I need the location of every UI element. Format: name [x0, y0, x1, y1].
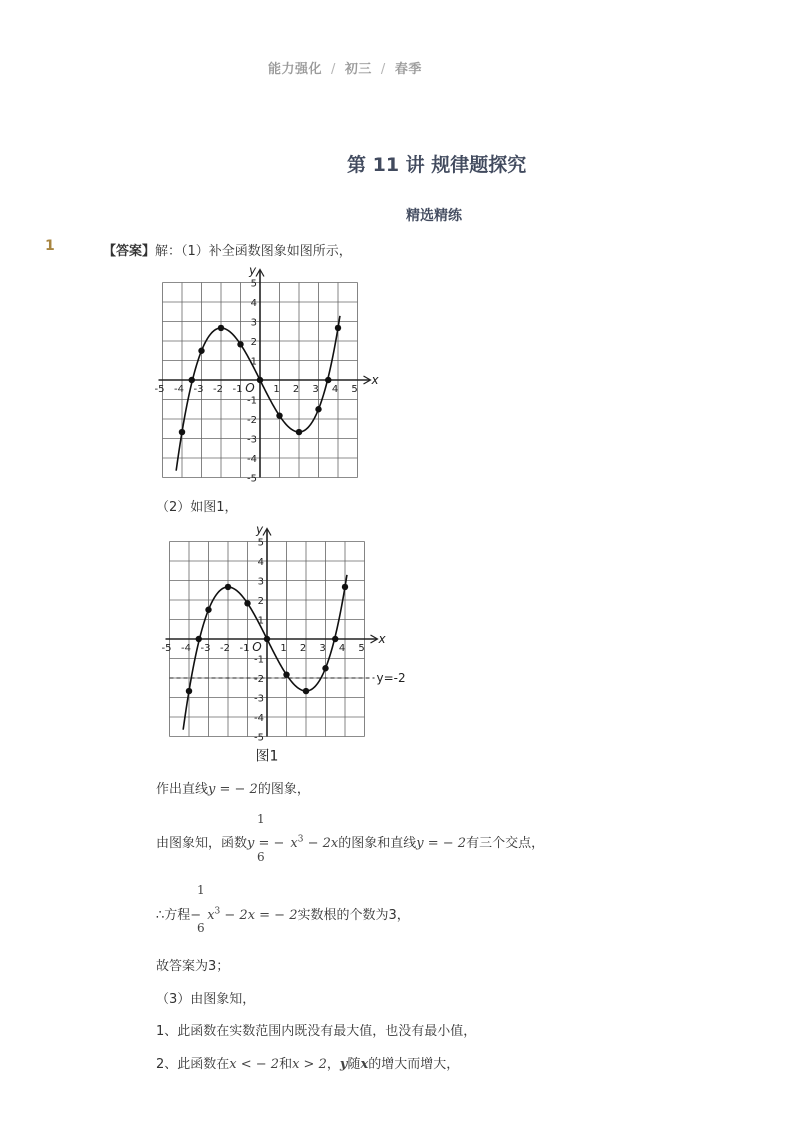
data-point — [335, 325, 341, 331]
x-tick-label: 4 — [338, 643, 346, 654]
data-point — [322, 665, 328, 671]
solution-line-7 — [156, 1053, 459, 1072]
data-point — [205, 607, 211, 613]
y-tick-label: -5 — [254, 732, 264, 744]
data-point — [283, 671, 289, 677]
part2-label: （2）如图1， — [156, 500, 238, 515]
y-tick-label: -2 — [247, 415, 257, 426]
text: ， — [326, 1057, 340, 1072]
x-tick-label: -2 — [220, 643, 230, 654]
text: 2、此函数在 — [156, 1057, 230, 1072]
y-axis-label: y — [256, 522, 264, 537]
text: 的图象和直线 — [338, 836, 417, 851]
solution-line-6: 1、此函数在实数范围内既没有最大值，也没有最小值， — [156, 1024, 477, 1039]
header-sep-2: / — [380, 62, 386, 77]
data-point — [325, 377, 331, 383]
data-point — [332, 636, 338, 642]
x-tick-label: -3 — [193, 384, 204, 395]
figure-caption: 图1 — [255, 748, 279, 765]
data-point — [196, 636, 202, 642]
x-tick-label: 3 — [319, 643, 326, 654]
y-tick-label: 4 — [250, 298, 257, 309]
fraction-denominator: 6 — [257, 850, 265, 864]
y-tick-label: 3 — [257, 576, 264, 588]
text: 作出直线 — [156, 782, 209, 797]
function-graph-1 — [150, 258, 390, 483]
math-expression: y = − 2 — [416, 836, 467, 851]
fraction-numerator: 1 — [197, 883, 205, 897]
x-axis-label: x — [378, 632, 386, 646]
text: 由图象知，函数 — [156, 836, 248, 851]
data-point — [237, 341, 243, 347]
data-point — [315, 406, 321, 412]
y-tick-label: 1 — [257, 615, 264, 627]
header-item-1: 能力强化 — [268, 62, 323, 77]
text: ∴方程 — [156, 908, 191, 923]
math-variable: x — [360, 1057, 369, 1072]
math-exponent: 3 — [297, 834, 304, 845]
page-header — [268, 58, 422, 77]
x-tick-label: -5 — [154, 384, 165, 395]
data-point — [303, 688, 309, 694]
math-expression: − 2x = − 2 — [220, 908, 298, 923]
data-point — [186, 688, 192, 694]
text: 的图象， — [257, 782, 310, 797]
y-tick-label: 1 — [250, 356, 257, 368]
x-tick-label: -2 — [213, 384, 223, 395]
dashed-line-label: y=-2 — [376, 671, 406, 685]
text: 有三个交点， — [466, 836, 545, 851]
y-tick-label: -1 — [254, 654, 264, 666]
x-tick-label: 1 — [273, 384, 280, 395]
x-tick-label: -5 — [161, 643, 172, 654]
math-expression: x > 2 — [292, 1057, 327, 1072]
fraction-numerator: 1 — [257, 812, 265, 826]
text: 随 — [347, 1057, 361, 1072]
data-point — [198, 348, 204, 354]
y-tick-label: -4 — [254, 713, 264, 724]
math-expression: − 2x — [303, 836, 339, 851]
x-tick-label: 5 — [358, 643, 365, 654]
data-point — [218, 325, 224, 331]
x-tick-label: 2 — [299, 643, 307, 654]
question-number: 1 — [45, 238, 55, 254]
x-tick-label: 4 — [331, 384, 339, 395]
text: 和 — [279, 1057, 293, 1072]
y-tick-label: 4 — [257, 557, 264, 568]
math-variable: x — [290, 836, 298, 851]
header-sep-1: / — [331, 62, 336, 77]
answer-tag: 【答案】 — [103, 244, 156, 259]
lesson-title: 第 11 讲 规律题探究 — [347, 154, 527, 176]
y-axis-label: y — [249, 263, 257, 278]
y-tick-label: 5 — [257, 537, 264, 549]
solution-line-1 — [156, 778, 310, 797]
math-expression: − — [190, 908, 202, 923]
x-tick-label: O — [245, 381, 255, 395]
math-variable: y — [339, 1057, 348, 1072]
math-exponent: 3 — [214, 906, 221, 917]
data-point — [342, 584, 348, 590]
x-tick-label: -1 — [239, 643, 250, 654]
x-tick-label: -1 — [232, 384, 243, 395]
solution-line-3 — [156, 904, 410, 923]
data-point — [296, 429, 302, 435]
y-tick-label: -5 — [247, 473, 257, 483]
x-axis-label: x — [371, 373, 379, 387]
y-tick-label: -4 — [247, 454, 257, 465]
x-tick-label: 3 — [312, 384, 319, 395]
answer-intro-text: 解：（1）补全函数图象如图所示， — [155, 244, 352, 259]
text: 的增大而增大， — [368, 1057, 460, 1072]
data-point — [244, 600, 250, 606]
data-point — [264, 636, 270, 642]
x-tick-label: O — [252, 640, 262, 654]
fraction-denominator: 6 — [197, 921, 205, 935]
x-tick-label: 2 — [292, 384, 300, 395]
y-tick-label: 5 — [250, 278, 257, 290]
answer-intro — [103, 240, 352, 259]
y-tick-label: -1 — [247, 395, 257, 407]
y-tick-label: 2 — [257, 596, 264, 607]
function-graph-2 — [150, 517, 420, 767]
solution-line-2 — [156, 832, 544, 851]
math-expression: y = − — [247, 836, 285, 851]
math-variable: x — [207, 908, 215, 923]
math-expression: y = − 2 — [208, 782, 258, 797]
y-tick-label: 2 — [250, 337, 257, 348]
data-point — [257, 377, 263, 383]
solution-line-4: 故答案为3； — [156, 959, 230, 974]
x-tick-label: -4 — [181, 643, 191, 654]
solution-line-5: （3）由图象知， — [156, 992, 256, 1007]
math-expression: x < − 2 — [229, 1057, 280, 1072]
section-title: 精选精练 — [406, 208, 462, 224]
y-tick-label: 3 — [250, 317, 257, 329]
header-item-3: 春季 — [394, 62, 422, 77]
x-tick-label: -3 — [200, 643, 211, 654]
data-point — [225, 584, 231, 590]
x-tick-label: -4 — [174, 384, 184, 395]
y-tick-label: -3 — [254, 693, 264, 705]
data-point — [189, 377, 195, 383]
header-item-2: 初三 — [344, 62, 372, 77]
text: 实数根的个数为3， — [297, 908, 410, 923]
x-tick-label: 1 — [280, 643, 287, 654]
y-tick-label: -2 — [254, 674, 264, 685]
y-tick-label: -3 — [247, 434, 257, 446]
data-point — [179, 429, 185, 435]
x-tick-label: 5 — [351, 384, 358, 395]
data-point — [276, 412, 282, 418]
